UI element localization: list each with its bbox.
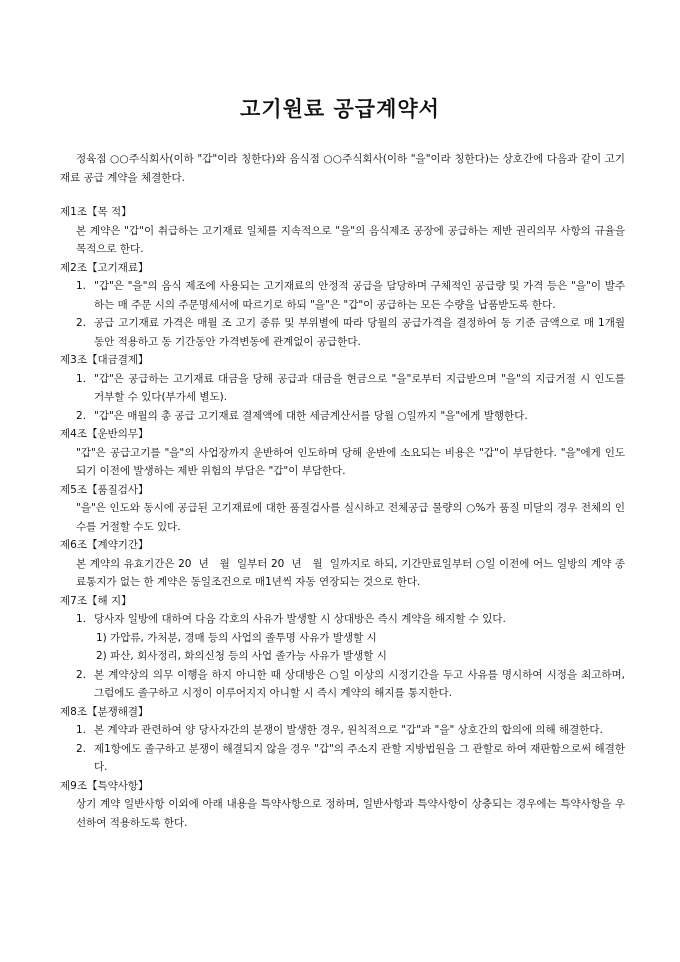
article-heading: 제2조【고기재료】 bbox=[60, 261, 149, 274]
clause-number: 2. bbox=[76, 668, 87, 681]
clause-text: 당사자 일방에 대하여 다음 각호의 사유가 발생할 시 상대방은 즉시 계약을 해지할 수 있다. bbox=[94, 613, 506, 625]
clause-item bbox=[60, 370, 625, 407]
clause-number: 1. bbox=[76, 280, 87, 292]
sub-clause: 2) 파산, 회사정리, 화의신청 등의 사업 졸가능 사유가 발생할 시 bbox=[96, 650, 387, 662]
article-heading: 제4조【운반의무】 bbox=[60, 428, 149, 440]
article-body: 본 계약은 "갑"이 취급하는 고기재료 일체를 지속적으로 "을"의 음식제조 공장에 공급하는 제반 권리의무 사항의 규율을 목적으로 한다. bbox=[76, 224, 625, 255]
articles-list bbox=[60, 203, 625, 832]
article-heading: 제1조【목 적】 bbox=[60, 206, 132, 218]
document-title: 고기원료 공급계약서 bbox=[240, 97, 440, 121]
clause-item bbox=[60, 721, 625, 740]
article-7 bbox=[60, 592, 625, 703]
clause-number: 2. bbox=[76, 742, 87, 755]
clause-text: 제1항에도 졸구하고 분쟁이 해결되지 않을 경우 "갑"의 주소지 관할 지방법원을 그 관할로 하여 재판함으로써 해결한다. bbox=[94, 742, 625, 773]
clause-number: 2. bbox=[76, 317, 87, 329]
clause-text: "갑"은 공급하는 고기재료 대금을 당해 공급과 대금을 현금으로 "을"로부터 지급받으며 "을"의 지급거절 시 인도를 거부할 수 있다(부가세 별도). bbox=[94, 372, 625, 403]
article-heading: 제8조【분쟁해결】 bbox=[60, 705, 149, 718]
intro-paragraph: 정육점 ○○주식회사(이하 "갑"이라 칭한다)와 음식점 ○○주식회사(이하 "을"이라 칭한다)는 상호간에 다음과 같이 고기재료 공급 계약을 체결한다. bbox=[60, 153, 625, 184]
clause-text: "갑"은 "을"의 음식 제조에 사용되는 고기재료의 안정적 공급을 담당하며 구체적인 공급량 및 가격 등은 "을"이 발주하는 매 주문 시의 주문명세서에 따르기로 하되 "을"은 "갑"이 공급하는 모든 수량을 납품받도록 한다. bbox=[94, 280, 625, 311]
clause-number: 1. bbox=[76, 372, 87, 385]
article-4 bbox=[60, 425, 625, 481]
article-heading: 제5조【품질검사】 bbox=[60, 483, 149, 496]
clause-item bbox=[60, 314, 625, 351]
article-9 bbox=[60, 777, 625, 833]
sub-clause: 1) 가압류, 가처분, 경매 등의 사업의 졸투명 사유가 발생할 시 bbox=[96, 631, 377, 644]
article-body: 본 계약의 유효기간은 20 년 월 일부터 20 년 월 일까지로 하되, 기간만료일부터 ○일 이전에 어느 일방의 계약 종료통지가 없는 한 계약은 동일조건으로 매1년씩 자동 연장되는 것으로 한다. bbox=[76, 557, 625, 588]
clause-text: 본 계약상의 의무 이행을 하지 아니한 때 상대방은 ○일 이상의 시정기간을 두고 사유를 명시하여 시정을 최고하며, 그럼에도 졸구하고 시정이 이루어지지 아니할 시 즉시 계약의 해지를 통지한다. bbox=[94, 668, 625, 699]
clause-item bbox=[60, 666, 625, 703]
article-1 bbox=[60, 203, 625, 259]
clause-item bbox=[60, 610, 625, 629]
clause-item bbox=[60, 407, 625, 426]
clause-item bbox=[60, 277, 625, 314]
clause-item bbox=[60, 740, 625, 777]
article-body: "을"은 인도와 동시에 공급된 고기재료에 대한 품질검사를 실시하고 전체공급 물량의 ○%가 품질 미달의 경우 전체의 인수를 거절할 수도 있다. bbox=[76, 502, 625, 533]
clause-text: 본 계약과 관련하여 양 당사자간의 분쟁이 발생한 경우, 원칙적으로 "갑"과 "을" 상호간의 합의에 의해 해결한다. bbox=[94, 724, 603, 736]
clause-number: 1. bbox=[76, 724, 87, 736]
article-heading: 제7조【해 지】 bbox=[60, 594, 132, 607]
article-heading: 제6조【계약기간】 bbox=[60, 539, 149, 551]
article-heading: 제3조【대금결제】 bbox=[60, 354, 149, 366]
article-8 bbox=[60, 703, 625, 777]
article-heading: 제9조【특약사항】 bbox=[60, 779, 149, 792]
clause-number: 1. bbox=[76, 613, 87, 625]
article-2 bbox=[60, 259, 625, 352]
clause-text: 공급 고기재료 가격은 매월 조 고기 종류 및 부위별에 따라 당월의 공급가격을 결정하여 동 기준 금액으로 매 1개월 동안 적용하고 동 기간동안 가격변동에 관계없이 공급한다. bbox=[94, 317, 625, 348]
article-3 bbox=[60, 351, 625, 425]
article-body: "갑"은 공급고기를 "을"의 사업장까지 운반하여 인도하며 당해 운반에 소요되는 비용은 "갑"이 부담한다. "을"에게 인도되기 이전에 발생하는 제반 위험의 부담은 "갑"이 부담한다. bbox=[76, 446, 625, 477]
article-6 bbox=[60, 536, 625, 592]
clause-text: "갑"은 매월의 총 공급 고기재료 결제액에 대한 세금계산서를 당월 ○일까지 "을"에게 발행한다. bbox=[94, 409, 528, 422]
article-body: 상기 계약 일반사항 이외에 아래 내용을 특약사항으로 정하며, 일반사항과 특약사항이 상충되는 경우에는 특약사항을 우선하여 적용하도록 한다. bbox=[76, 798, 625, 829]
article-5 bbox=[60, 481, 625, 537]
clause-number: 2. bbox=[76, 409, 87, 422]
